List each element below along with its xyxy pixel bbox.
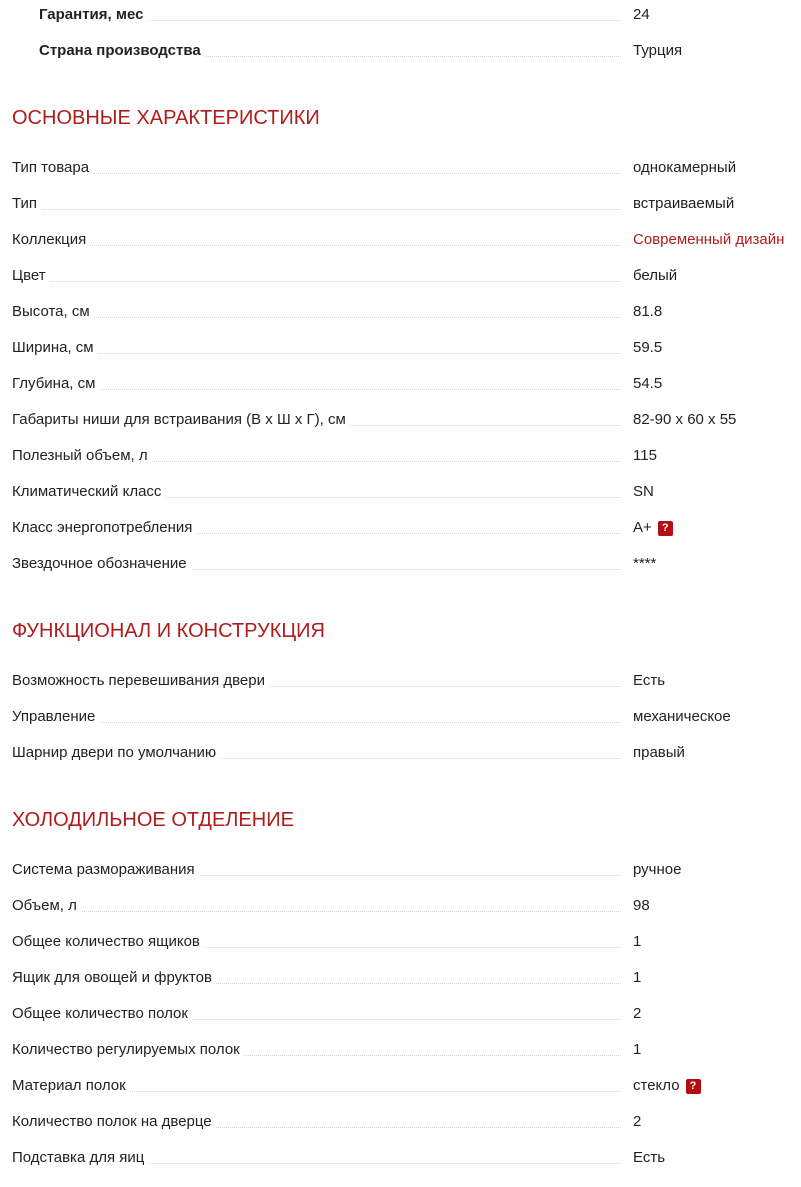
dotted-leader [12,389,621,390]
spec-label: Управление [12,706,99,728]
spec-row [12,409,801,431]
spec-value: **** [633,555,657,572]
spec-row [12,445,801,467]
question-icon[interactable]: ? [658,521,673,536]
dotted-leader [12,911,621,912]
spec-label: Материал полок [12,1075,130,1097]
spec-value-with-help [633,1075,701,1097]
spec-label: Высота, см [12,301,94,323]
section-title-fridge: ХОЛОДИЛЬНОЕ ОТДЕЛЕНИЕ [12,809,294,831]
dotted-leader [12,722,621,723]
spec-value: SN [633,483,654,500]
spec-value: 1 [633,933,642,950]
spec-label: Класс энергопотребления [12,517,196,539]
spec-value: 1 [633,969,642,986]
spec-value: 59.5 [633,339,663,356]
section-title-functional: ФУНКЦИОНАЛ И КОНСТРУКЦИЯ [12,620,325,642]
spec-label: Подставка для яиц [12,1147,148,1169]
spec-row [12,670,801,692]
spec-row [12,1111,801,1133]
spec-value: белый [633,267,678,284]
spec-label: Тип [12,193,41,215]
spec-row [12,337,801,359]
spec-value: правый [633,744,685,761]
spec-label: Общее количество ящиков [12,931,204,953]
spec-value: A+ [633,519,652,536]
dotted-leader [12,173,621,174]
spec-row [12,742,801,764]
spec-value: 1 [633,1041,642,1058]
spec-label: Ширина, см [12,337,98,359]
spec-label: Габариты ниши для встраивания (В х Ш х Г), см [12,409,350,431]
spec-label: Общее количество полок [12,1003,192,1025]
spec-row-warranty [12,4,801,26]
spec-row-country [12,40,801,62]
spec-row [12,517,801,539]
spec-label: Цвет [12,265,50,287]
spec-row [12,859,801,881]
question-icon[interactable]: ? [686,1079,701,1094]
spec-row [12,967,801,989]
spec-row [12,1147,801,1169]
spec-value: однокамерный [633,159,737,176]
spec-value: 24 [633,6,650,23]
spec-label: Страна производства [12,40,205,62]
dotted-leader [12,317,621,318]
spec-row [12,706,801,728]
spec-label: Возможность перевешивания двери [12,670,269,692]
collection-link[interactable]: Современный дизайн [633,231,785,248]
spec-row [12,1039,801,1061]
spec-label: Ящик для овощей и фруктов [12,967,216,989]
spec-value: 2 [633,1005,642,1022]
spec-value: 2 [633,1113,642,1130]
spec-row [12,373,801,395]
spec-label: Количество полок на дверце [12,1111,216,1133]
spec-label: Гарантия, мес [12,4,147,26]
spec-label: Шарнир двери по умолчанию [12,742,220,764]
dotted-leader [12,209,621,210]
spec-label: Коллекция [12,229,90,251]
spec-value: встраиваемый [633,195,735,212]
spec-label: Тип товара [12,157,93,179]
spec-label: Климатический класс [12,481,165,503]
spec-value: Есть [633,1149,666,1166]
spec-value: 98 [633,897,650,914]
dotted-leader [12,353,621,354]
spec-value: стекло [633,1077,680,1094]
spec-row [12,553,801,575]
spec-label: Количество регулируемых полок [12,1039,244,1061]
spec-value: 81.8 [633,303,663,320]
spec-value: Есть [633,672,666,689]
spec-value: 54.5 [633,375,663,392]
dotted-leader [12,281,621,282]
spec-value: Турция [633,42,683,59]
spec-value: 115 [633,447,657,464]
spec-value-with-help [633,517,673,539]
spec-row [12,265,801,287]
spec-row [12,301,801,323]
dotted-leader [12,245,621,246]
spec-row [12,1003,801,1025]
spec-value: ручное [633,861,682,878]
spec-row [12,229,801,251]
spec-label: Глубина, см [12,373,99,395]
spec-row [12,193,801,215]
spec-label: Звездочное обозначение [12,553,191,575]
section-title-main: ОСНОВНЫЕ ХАРАКТЕРИСТИКИ [12,107,320,129]
spec-row [12,481,801,503]
spec-row [12,1075,801,1097]
spec-row [12,931,801,953]
spec-value: механическое [633,708,731,725]
spec-row [12,895,801,917]
spec-label: Система размораживания [12,859,199,881]
spec-row [12,157,801,179]
spec-label: Полезный объем, л [12,445,152,467]
spec-value: 82-90 x 60 x 55 [633,411,737,428]
spec-label: Объем, л [12,895,81,917]
